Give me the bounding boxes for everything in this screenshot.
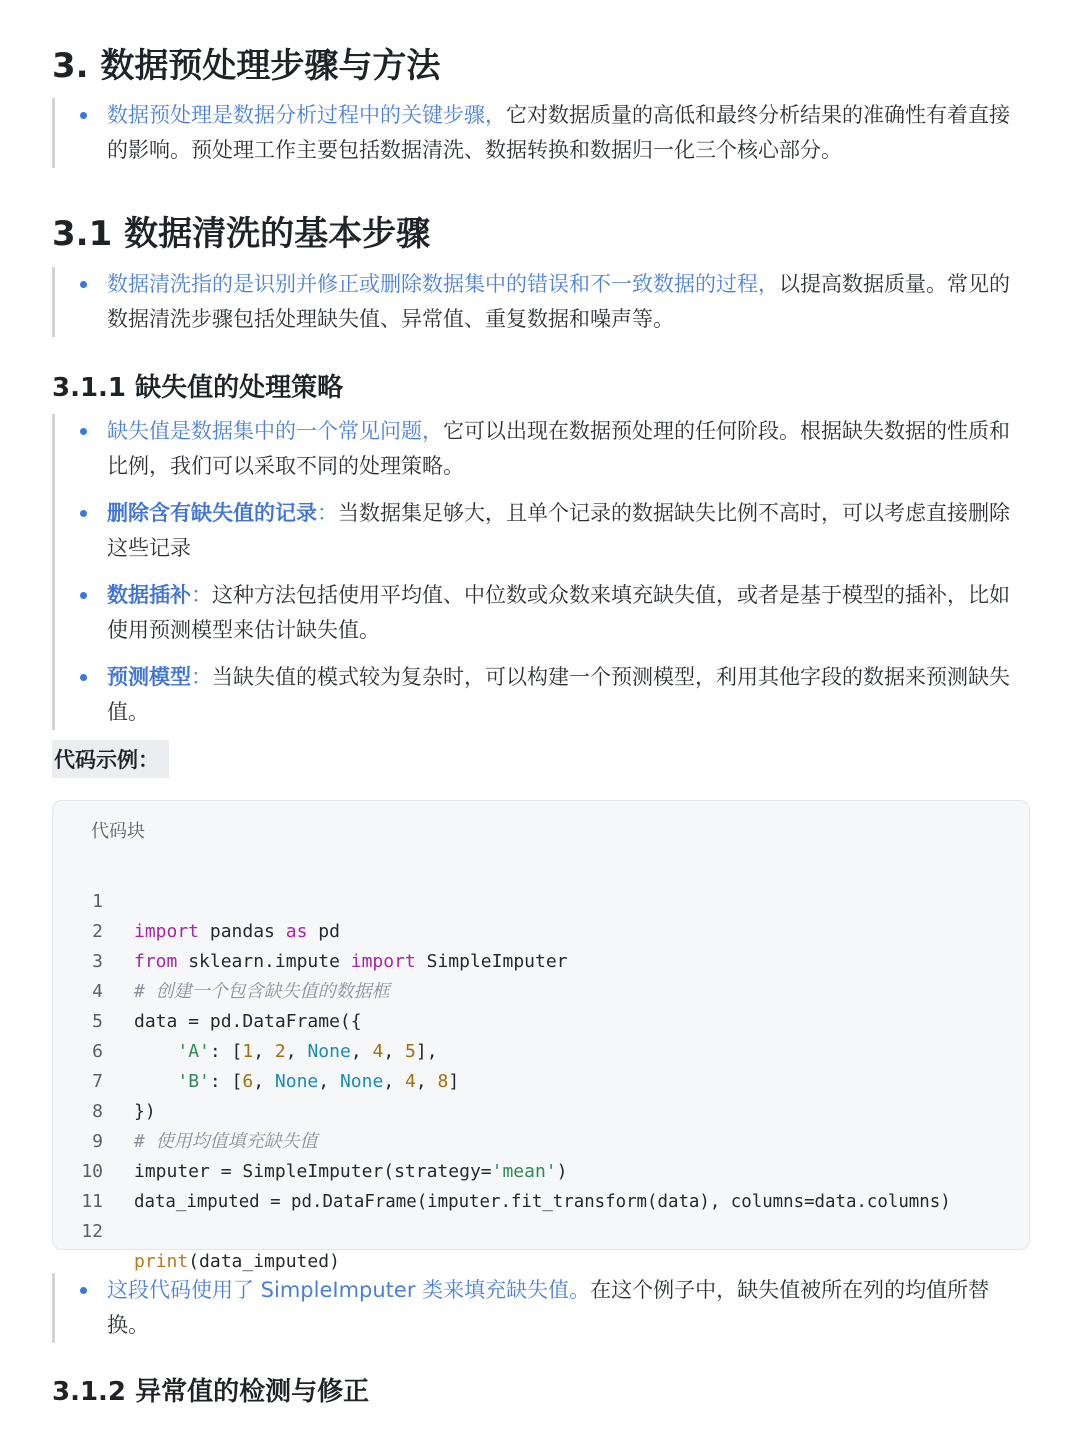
- code-line: [53, 917, 1029, 1002]
- bullet-icon: [80, 510, 87, 517]
- code-line: 9 imputer = SimpleImputer(strategy='mean'): [53, 1097, 1029, 1127]
- missing-values-intro-highlight: 缺失值是数据集中的一个常见问题，: [107, 419, 443, 443]
- code-note-quote: [52, 1273, 1042, 1343]
- strategy-separator: ：: [317, 501, 338, 525]
- strategy-separator: ：: [191, 665, 212, 689]
- code-line: 1 import pandas as pd: [53, 857, 1029, 887]
- missing-values-quote: [52, 414, 1042, 730]
- code-note-text: 在这个例子中，缺失值被所在列的均值所替换。: [107, 1278, 990, 1337]
- code-lines: [53, 857, 1029, 1272]
- section-3-quote: [52, 98, 1042, 168]
- bullet-icon: [80, 112, 87, 119]
- code-line: [53, 1067, 1029, 1152]
- code-line: 6 'B': [6, None, None, 4, 8]: [53, 1007, 1029, 1037]
- strategy-term: 预测模型: [107, 665, 191, 689]
- line-number: 12: [81, 1221, 103, 1242]
- code-comment: # 使用均值填充缺失值: [134, 1131, 318, 1152]
- heading-3-1-2: 3.1.2 异常值的检测与修正: [52, 1377, 370, 1407]
- strategy-term: 数据插补: [107, 583, 191, 607]
- strategy-text: 当缺失值的模式较为复杂时，可以构建一个预测模型，利用其他字段的数据来预测缺失值。: [107, 665, 1010, 724]
- line-number: 3: [92, 951, 103, 972]
- bullet-icon: [80, 1287, 87, 1294]
- line-number: 6: [92, 1041, 103, 1062]
- missing-values-intro: [107, 414, 1026, 484]
- section-3-highlight: 数据预处理是数据分析过程中的关键步骤，: [107, 103, 506, 127]
- section-3-1-quote: [52, 267, 1042, 337]
- code-note-paragraph: [107, 1273, 1026, 1343]
- section-3-text: 它对数据质量的高低和最终分析结果的准确性有着直接的影响。预处理工作主要包括数据清洗、数据转换和数据归一化三个核心部分。: [107, 103, 1010, 162]
- code-line: 7 }): [53, 1037, 1029, 1067]
- code-block[interactable]: [52, 800, 1030, 1272]
- code-line: 4 data = pd.DataFrame({: [53, 947, 1029, 977]
- section-3-1-highlight: 数据清洗指的是识别并修正或删除数据集中的错误和不一致数据的过程，: [107, 272, 779, 296]
- code-note-highlight: 这段代码使用了 SimpleImputer 类来填充缺失值。: [107, 1278, 591, 1302]
- section-3-paragraph: [107, 98, 1026, 168]
- strategy-separator: ：: [191, 583, 212, 607]
- line-number: 5: [92, 1011, 103, 1032]
- line-number: 8: [92, 1101, 103, 1122]
- code-line: 12 print(data_imputed): [53, 1187, 1029, 1217]
- strategy-text: 当数据集足够大，且单个记录的数据缺失比例不高时，可以考虑直接删除这些记录: [107, 501, 1010, 560]
- strategy-term: 删除含有缺失值的记录: [107, 501, 317, 525]
- strategy-item-imputation: [107, 578, 1026, 648]
- code-block-title: 代码块: [91, 821, 145, 842]
- heading-3-1-1: 3.1.1 缺失值的处理策略: [52, 373, 344, 403]
- line-number: 11: [81, 1191, 103, 1212]
- strategy-item-delete: [107, 496, 1026, 566]
- code-line: [53, 1157, 1029, 1212]
- line-number: 2: [92, 921, 103, 942]
- bullet-icon: [80, 281, 87, 288]
- strategy-item-prediction: [107, 660, 1026, 730]
- section-3-1-paragraph: [107, 267, 1026, 337]
- missing-values-intro-text: 它可以出现在数据预处理的任何阶段。根据缺失数据的性质和比例，我们可以采取不同的处理策略。: [107, 419, 1010, 478]
- heading-3: 3. 数据预处理步骤与方法: [52, 46, 441, 86]
- line-number: 10: [81, 1161, 103, 1182]
- code-comment: # 创建一个包含缺失值的数据框: [134, 981, 390, 1002]
- line-number: 4: [92, 981, 103, 1002]
- heading-3-1: 3.1 数据清洗的基本步骤: [52, 214, 431, 254]
- bullet-icon: [80, 592, 87, 599]
- code-example-label: 代码示例：: [52, 740, 169, 778]
- strategy-text: 这种方法包括使用平均值、中位数或众数来填充缺失值，或者是基于模型的插补，比如使用预测模型来估计缺失值。: [107, 583, 1010, 642]
- line-number: 1: [92, 891, 103, 912]
- code-line: 2 from sklearn.impute import SimpleImputer: [53, 887, 1029, 917]
- bullet-icon: [80, 674, 87, 681]
- bullet-icon: [80, 428, 87, 435]
- line-number: 7: [92, 1071, 103, 1092]
- line-number: 9: [92, 1131, 103, 1152]
- code-line: 10 data_imputed = pd.DataFrame(imputer.fit_transform(data), columns=data.columns): [53, 1127, 1029, 1157]
- code-line: 5 'A': [1, 2, None, 4, 5],: [53, 977, 1029, 1007]
- section-3-1-text: 以提高数据质量。常见的数据清洗步骤包括处理缺失值、异常值、重复数据和噪声等。: [107, 272, 1010, 331]
